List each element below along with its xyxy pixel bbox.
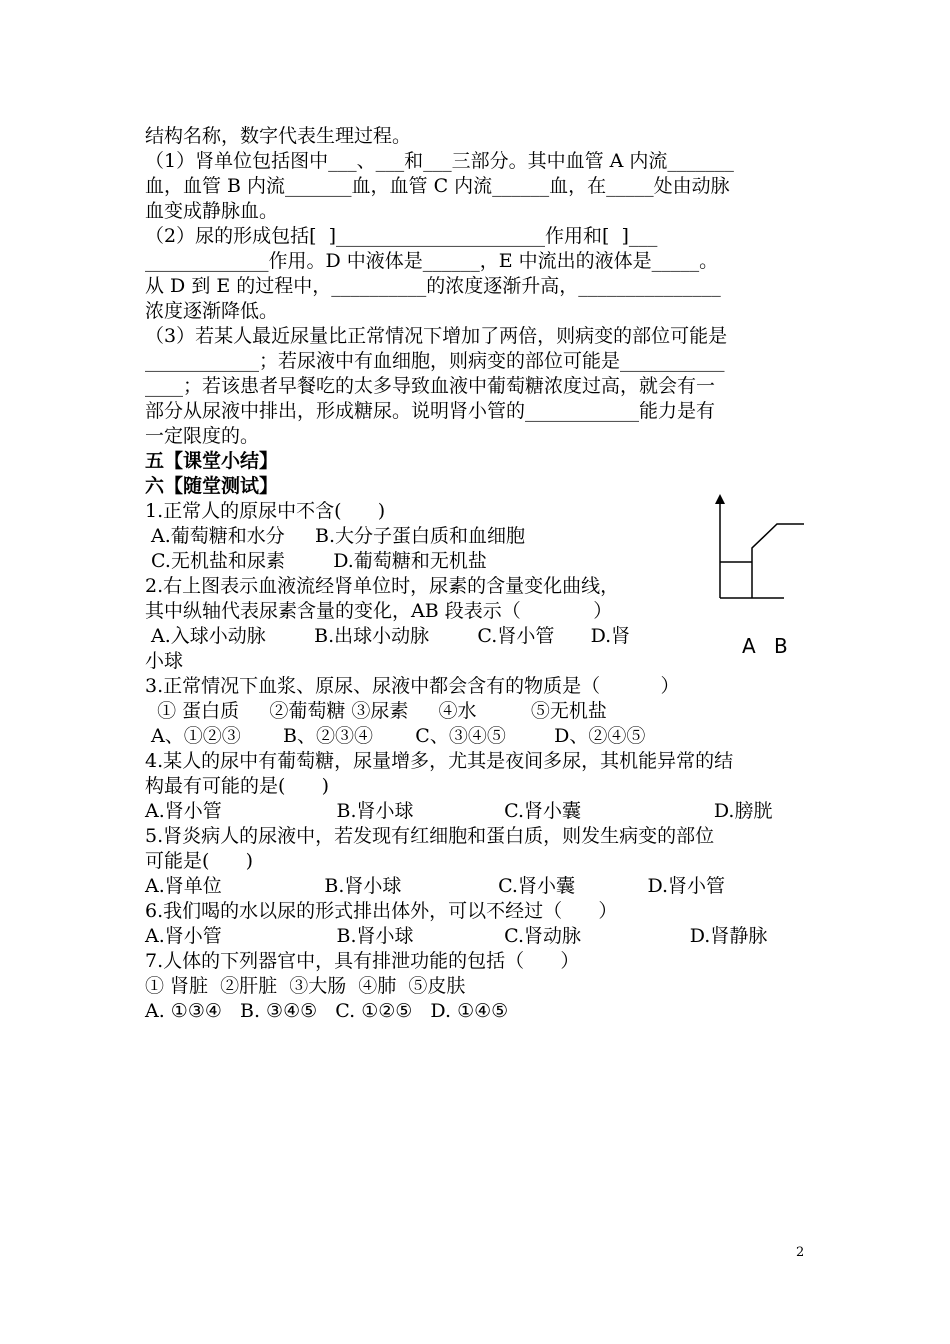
label-b: B xyxy=(774,634,788,658)
question-line: 其中纵轴代表尿素含量的变化，AB 段表示（ ） xyxy=(145,600,613,622)
question-line: 1.正常人的原尿中不含( ) xyxy=(145,500,386,522)
text-line: （1）肾单位包括图中___、___和___三部分。其中血管 A 内流_______ xyxy=(145,150,734,172)
text-line: _____________作用。D 中液体是______，E 中流出的液体是_____。 xyxy=(145,250,719,272)
text-line: 从 D 到 E 的过程中，__________的浓度逐渐升高，_______________ xyxy=(145,275,721,297)
option-line: ① 肾脏 ②肝脏 ③大肠 ④肺 ⑤皮肤 xyxy=(145,975,466,997)
option-line: A.肾小管 B.肾小球 C.肾动脉 D.肾静脉 xyxy=(145,925,768,947)
text-line: 浓度逐渐降低。 xyxy=(145,300,279,322)
option-line: A.肾单位 B.肾小球 C.肾小囊 D.肾小管 xyxy=(145,875,726,897)
option-line: A.葡萄糖和水分 B.大分子蛋白质和血细胞 xyxy=(145,525,526,547)
text-line: 血变成静脉血。 xyxy=(145,200,279,222)
page-number: 2 xyxy=(796,1245,805,1260)
option-line: A.入球小动脉 B.出球小动脉 C.肾小管 D.肾 xyxy=(145,625,631,647)
curve-segment xyxy=(752,524,804,562)
question-line: 可能是( ) xyxy=(145,850,254,872)
question-line: 构最有可能的是( ) xyxy=(145,775,330,797)
text-line: 血，血管 B 内流_______血，血管 C 内流______血，在_____处由动脉 xyxy=(145,175,730,197)
section-heading: 六【随堂测试】 xyxy=(145,475,279,497)
question-line: 5.肾炎病人的尿液中，若发现有红细胞和蛋白质，则发生病变的部位 xyxy=(145,825,715,847)
text-line: 部分从尿液中排出，形成糖尿。说明肾小管的____________能力是有 xyxy=(145,400,716,422)
option-line: A、①②③ B、②③④ C、③④⑤ D、②④⑤ xyxy=(145,725,646,747)
text-line: 结构名称，数字代表生理过程。 xyxy=(145,125,412,147)
option-line: ① 蛋白质 ②葡萄糖 ③尿素 ④水 ⑤无机盐 xyxy=(145,700,607,722)
option-line: 小球 xyxy=(145,650,184,672)
text-line: ____________；若尿液中有血细胞，则病变的部位可能是___________ xyxy=(145,350,725,372)
text-line: ____；若该患者早餐吃的太多导致血液中葡萄糖浓度过高，就会有一 xyxy=(145,375,716,397)
text-line: 一定限度的。 xyxy=(145,425,260,447)
label-a: A xyxy=(742,634,756,658)
question-line: 7.人体的下列器官中，具有排泄功能的包括（ ） xyxy=(145,950,580,972)
section-heading: 五【课堂小结】 xyxy=(145,450,279,472)
option-line: C.无机盐和尿素 D.葡萄糖和无机盐 xyxy=(145,550,487,572)
question-line: 2.右上图表示血液流经肾单位时，尿素的含量变化曲线， xyxy=(145,575,620,597)
question-line: 3.正常情况下血浆、原尿、尿液中都会含有的物质是（ ） xyxy=(145,675,680,697)
urea-concentration-graph xyxy=(712,490,812,660)
option-line: A. ①③④ B. ③④⑤ C. ①②⑤ D. ①④⑤ xyxy=(145,1000,509,1022)
option-line: A.肾小管 B.肾小球 C.肾小囊 D.膀胱 xyxy=(145,800,773,822)
question-line: 6.我们喝的水以尿的形式排出体外，可以不经过（ ） xyxy=(145,900,618,922)
question-line: 4.某人的尿中有葡萄糖，尿量增多，尤其是夜间多尿，其机能异常的结 xyxy=(145,750,734,772)
text-line: （3）若某人最近尿量比正常情况下增加了两倍，则病变的部位可能是 xyxy=(145,325,728,347)
text-line: （2）尿的形成包括[ ]______________________作用和[ ]___ xyxy=(145,225,658,247)
